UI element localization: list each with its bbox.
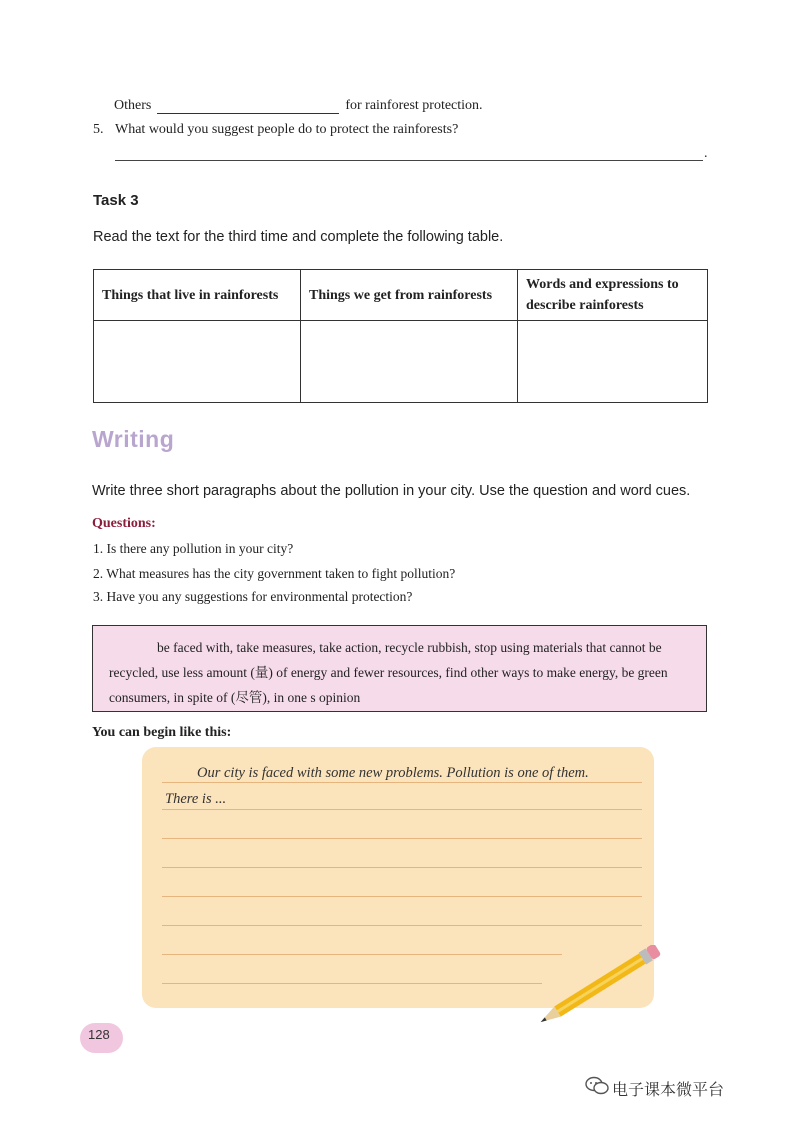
sample-line-1: Our city is faced with some new problems. Pollution is one of them. bbox=[197, 765, 589, 781]
questions-label: Questions: bbox=[92, 516, 156, 531]
question-item-3: 3. Have you any suggestions for environmental protection? bbox=[93, 589, 413, 604]
begin-label: You can begin like this: bbox=[92, 725, 232, 740]
ruled-line bbox=[162, 867, 642, 868]
question-item-1: 1. Is there any pollution in your city? bbox=[93, 541, 294, 556]
others-label: Others bbox=[114, 98, 152, 113]
task-3-title: Task 3 bbox=[93, 192, 139, 209]
task-3-instruction: Read the text for the third time and complete the following table. bbox=[93, 229, 504, 245]
ruled-line bbox=[162, 954, 562, 955]
table-cell-words[interactable] bbox=[518, 321, 708, 403]
sample-line-2: There is ... bbox=[165, 791, 227, 807]
writing-instruction: Write three short paragraphs about the pollution in your city. Use the question and word cues. bbox=[92, 483, 691, 499]
wechat-icon bbox=[585, 1076, 609, 1096]
ruled-line bbox=[162, 782, 642, 783]
ruled-line bbox=[162, 983, 542, 984]
table-header-row bbox=[94, 270, 708, 321]
ruled-line bbox=[162, 925, 642, 926]
table-row bbox=[94, 321, 708, 403]
question-5-text: What would you suggest people do to protect the rainforests? bbox=[115, 122, 459, 137]
word-cues-box bbox=[92, 625, 707, 712]
others-line bbox=[114, 98, 483, 114]
others-suffix: for rainforest protection. bbox=[345, 98, 483, 113]
question-5 bbox=[93, 122, 458, 138]
page-number: 128 bbox=[88, 1027, 110, 1042]
word-cues-text: be faced with, take measures, take action, recycle rubbish, stop using materials that cannot be recycled, use less amount (量) of energy and fewer resources, find other ways to make energy, be green consumers, in spite of (尽管), in one s opinion bbox=[109, 640, 668, 705]
question-5-answer-line[interactable] bbox=[115, 159, 703, 161]
table-header-get: Things we get from rainforests bbox=[301, 270, 518, 321]
watermark-text: 电子课本微平台 bbox=[612, 1082, 725, 1099]
writing-heading: Writing bbox=[92, 426, 175, 452]
question-5-end: . bbox=[704, 146, 708, 161]
ruled-line bbox=[162, 896, 642, 897]
question-item-2: 2. What measures has the city government taken to fight pollution? bbox=[93, 566, 456, 581]
question-5-number: 5. bbox=[93, 122, 104, 137]
table-cell-get[interactable] bbox=[301, 321, 518, 403]
table-cell-live[interactable] bbox=[94, 321, 301, 403]
table-header-live: Things that live in rainforests bbox=[94, 270, 301, 321]
rainforest-table bbox=[93, 269, 708, 403]
ruled-line bbox=[162, 809, 642, 810]
others-blank[interactable] bbox=[157, 99, 339, 114]
ruled-line bbox=[162, 838, 642, 839]
pencil-icon bbox=[525, 945, 675, 1025]
table-header-words: Words and expressions to describe rainforests bbox=[518, 270, 708, 321]
